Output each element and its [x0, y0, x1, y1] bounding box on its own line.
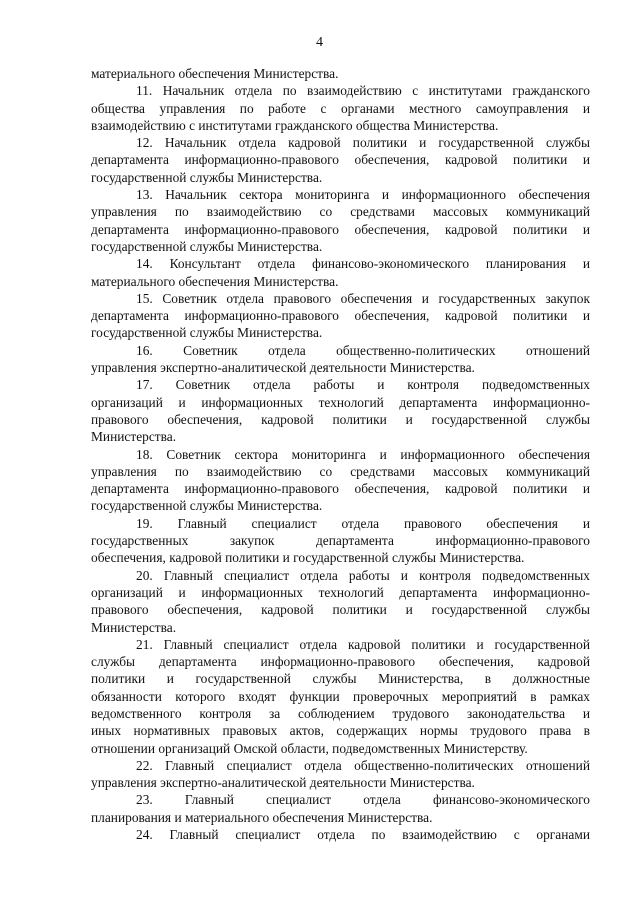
text-line: департамента информационно-правового обеспечения, кадровой политики и	[91, 481, 590, 497]
text-line: 24. Главный специалист отдела по взаимодействию с органами	[136, 827, 590, 843]
text-line: 22. Главный специалист отдела общественно-политических отношений	[136, 757, 590, 773]
text-line: государственной службы Министерства.	[91, 238, 323, 254]
text-line: взаимодействию с институтами гражданского общества Министерства.	[91, 117, 499, 133]
text-line: департамента информационно-правового обеспечения, кадровой политики и	[91, 152, 590, 168]
text-line: 12. Начальник отдела кадровой политики и государственной службы	[136, 135, 590, 151]
text-line: материального обеспечения Министерства.	[91, 66, 339, 81]
text-line: 17. Советник отдела работы и контроля подведомственных	[136, 377, 590, 393]
text-line: ведомственного контроля за соблюдением трудового законодательства и	[91, 705, 590, 721]
text-line: государственной службы Министерства.	[91, 498, 323, 514]
text-line: управления экспертно-аналитической деятельности Министерства.	[91, 775, 475, 791]
text-line: департамента информационно-правового обеспечения, кадровой политики и	[91, 221, 590, 237]
page-number: 4	[316, 35, 323, 50]
text-line: 13. Начальник сектора мониторинга и информационного обеспечения	[136, 187, 590, 203]
text-line: правового обеспечения, кадровой политики и государственной службы	[91, 602, 590, 618]
text-line: службы департамента информационно-правового обеспечения, кадровой	[91, 654, 590, 670]
text-line: организаций и информационных технологий департамента информационно-	[91, 394, 590, 410]
text-line: 21. Главный специалист отдела кадровой политики и государственной	[136, 636, 590, 652]
text-line: правового обеспечения, кадровой политики и государственной службы	[91, 411, 590, 427]
text-line: управления экспертно-аналитической деятельности Министерства.	[91, 360, 475, 376]
text-line: политики и государственной службы Министерства, в должностные	[91, 671, 590, 687]
text-line: управления по взаимодействию со средствами массовых коммуникаций	[91, 463, 590, 479]
text-line: общества управления по работе с органами местного самоуправления и	[91, 100, 590, 116]
text-line: материального обеспечения Министерства.	[91, 273, 339, 289]
text-line: отношении организаций Омской области, подведомственных Министерству.	[91, 740, 528, 756]
text-line: 20. Главный специалист отдела работы и контроля подведомственных	[136, 567, 590, 583]
text-line: обеспечения, кадровой политики и государственной службы Министерства.	[91, 550, 525, 566]
text-line: иных нормативных правовых актов, содержащих нормы трудового права в	[91, 723, 590, 739]
text-line: государственных закупок департамента информационно-правового	[91, 533, 590, 549]
text-line: департамента информационно-правового обеспечения, кадровой политики и	[91, 308, 590, 324]
text-line: Министерства.	[91, 429, 177, 445]
text-line: организаций и информационных технологий департамента информационно-	[91, 584, 590, 600]
text-line: обязанности которого входят функции проверочных мероприятий в рамках	[91, 688, 590, 704]
text-line: Министерства.	[91, 619, 177, 635]
text-line: 14. Консультант отдела финансово-экономического планирования и	[136, 256, 590, 272]
text-line: 11. Начальник отдела по взаимодействию с институтами гражданского	[136, 83, 590, 99]
text-line: государственной службы Министерства.	[91, 169, 323, 185]
text-line: 23. Главный специалист отдела финансово-экономического	[136, 792, 590, 808]
document-body	[91, 65, 590, 843]
text-line: 19. Главный специалист отдела правового обеспечения и	[136, 515, 590, 531]
text-line: управления по взаимодействию со средствами массовых коммуникаций	[91, 204, 590, 220]
text-line: 18. Советник сектора мониторинга и информационного обеспечения	[136, 446, 590, 462]
text-line: государственной службы Министерства.	[91, 325, 323, 341]
text-line: планирования и материального обеспечения Министерства.	[91, 809, 433, 825]
text-line: 15. Советник отдела правового обеспечения и государственных закупок	[136, 290, 590, 306]
text-line: 16. Советник отдела общественно-политических отношений	[136, 342, 590, 358]
